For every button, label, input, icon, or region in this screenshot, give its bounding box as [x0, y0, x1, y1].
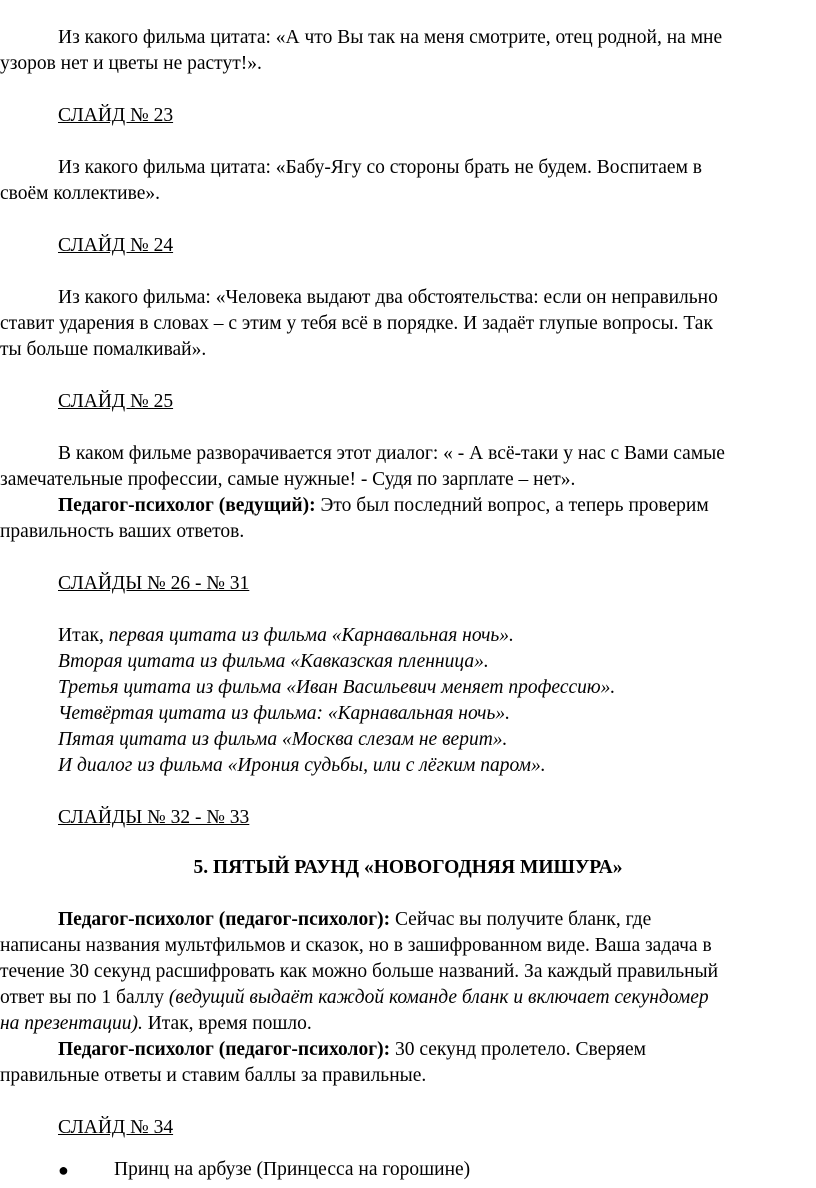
stage-direction: на презентации). — [0, 1013, 143, 1034]
q25-line-2: замечательные профессии, самые нужные! - Судя по зарплате – нет». — [0, 469, 576, 490]
host-remark-text: Это был последний вопрос, а теперь проверим — [315, 495, 709, 516]
answer-2: Вторая цитата из фильма «Кавказская пленница». — [58, 651, 489, 672]
slide-24-heading: СЛАЙД № 24 — [58, 235, 174, 256]
host-remark-text: 30 секунд пролетело. Сверяем — [390, 1039, 646, 1060]
slides-32-33-heading: СЛАЙДЫ № 32 - № 33 — [58, 807, 250, 828]
q23-line-2: своём коллективе». — [0, 183, 160, 204]
q24-line-1: Из какого фильма: «Человека выдают два обстоятельства: если он неправильно — [58, 287, 718, 308]
round-5-heading: 5. ПЯТЫЙ РАУНД «НОВОГОДНЯЯ МИШУРА» — [193, 857, 623, 878]
host-label: Педагог-психолог (педагог-психолог): — [58, 909, 391, 930]
stage-direction: (ведущий выдаёт каждой команде бланк и включает секундомер — [168, 987, 709, 1008]
answer-1 — [58, 624, 514, 648]
slide-23-heading: СЛАЙД № 23 — [58, 105, 174, 126]
q24-line-2: ставит ударения в словах – с этим у тебя всё в порядке. И задаёт глупые вопросы. Так — [0, 313, 713, 334]
host-remark-text: Сейчас вы получите бланк, где — [390, 909, 652, 930]
answer-6: И диалог из фильма «Ирония судьбы, или с лёгким паром». — [58, 755, 546, 776]
host-label: Педагог-психолог (педагог-психолог): — [58, 1039, 391, 1060]
host-label: Педагог-психолог (ведущий): — [58, 495, 316, 516]
list-item-text: Принц на арбузе (Принцесса на горошине) — [114, 1159, 471, 1180]
host-remark-text: Итак, время пошло. — [142, 1013, 312, 1034]
host-remark-2-line-5 — [0, 1012, 312, 1036]
q25-line-1: В каком фильме разворачивается этот диалог: « - А всё-таки у нас с Вами самые — [58, 443, 725, 464]
q24-line-3: ты больше помалкивай». — [0, 339, 207, 360]
host-remark-3-line-2: правильные ответы и ставим баллы за правильные. — [0, 1065, 427, 1086]
slides-26-31-heading: СЛАЙДЫ № 26 - № 31 — [58, 573, 250, 594]
q22-line-2: узоров нет и цветы не растут!». — [0, 53, 262, 74]
host-remark-1-line-1 — [58, 494, 709, 518]
q22-line-1: Из какого фильма цитата: «А что Вы так на меня смотрите, отец родной, на мне — [58, 27, 723, 48]
answer-4: Четвёртая цитата из фильма: «Карнавальная ночь». — [58, 703, 510, 724]
host-remark-1-line-2: правильность ваших ответов. — [0, 521, 245, 542]
answer-5: Пятая цитата из фильма «Москва слезам не верит». — [58, 729, 508, 750]
host-remark-3-line-1 — [58, 1038, 646, 1062]
host-remark-text: ответ вы по 1 баллу — [0, 987, 169, 1008]
host-remark-2-line-4 — [0, 986, 709, 1010]
answer-1-text: первая цитата из фильма «Карнавальная ночь». — [108, 625, 514, 646]
host-remark-2-line-3: течение 30 секунд расшифровать как можно больше названий. За каждый правильный — [0, 961, 719, 982]
bullet-icon: ● — [58, 1160, 69, 1180]
slide-34-heading: СЛАЙД № 34 — [58, 1117, 174, 1138]
slide-25-heading: СЛАЙД № 25 — [58, 391, 174, 412]
answer-lead: Итак, — [58, 625, 109, 646]
q23-line-1: Из какого фильма цитата: «Бабу-Ягу со стороны брать не будем. Воспитаем в — [58, 157, 703, 178]
host-remark-2-line-1 — [58, 908, 651, 932]
answer-3: Третья цитата из фильма «Иван Васильевич меняет профессию». — [58, 677, 616, 698]
host-remark-2-line-2: написаны названия мультфильмов и сказок, но в зашифрованном виде. Ваша задача в — [0, 935, 712, 956]
